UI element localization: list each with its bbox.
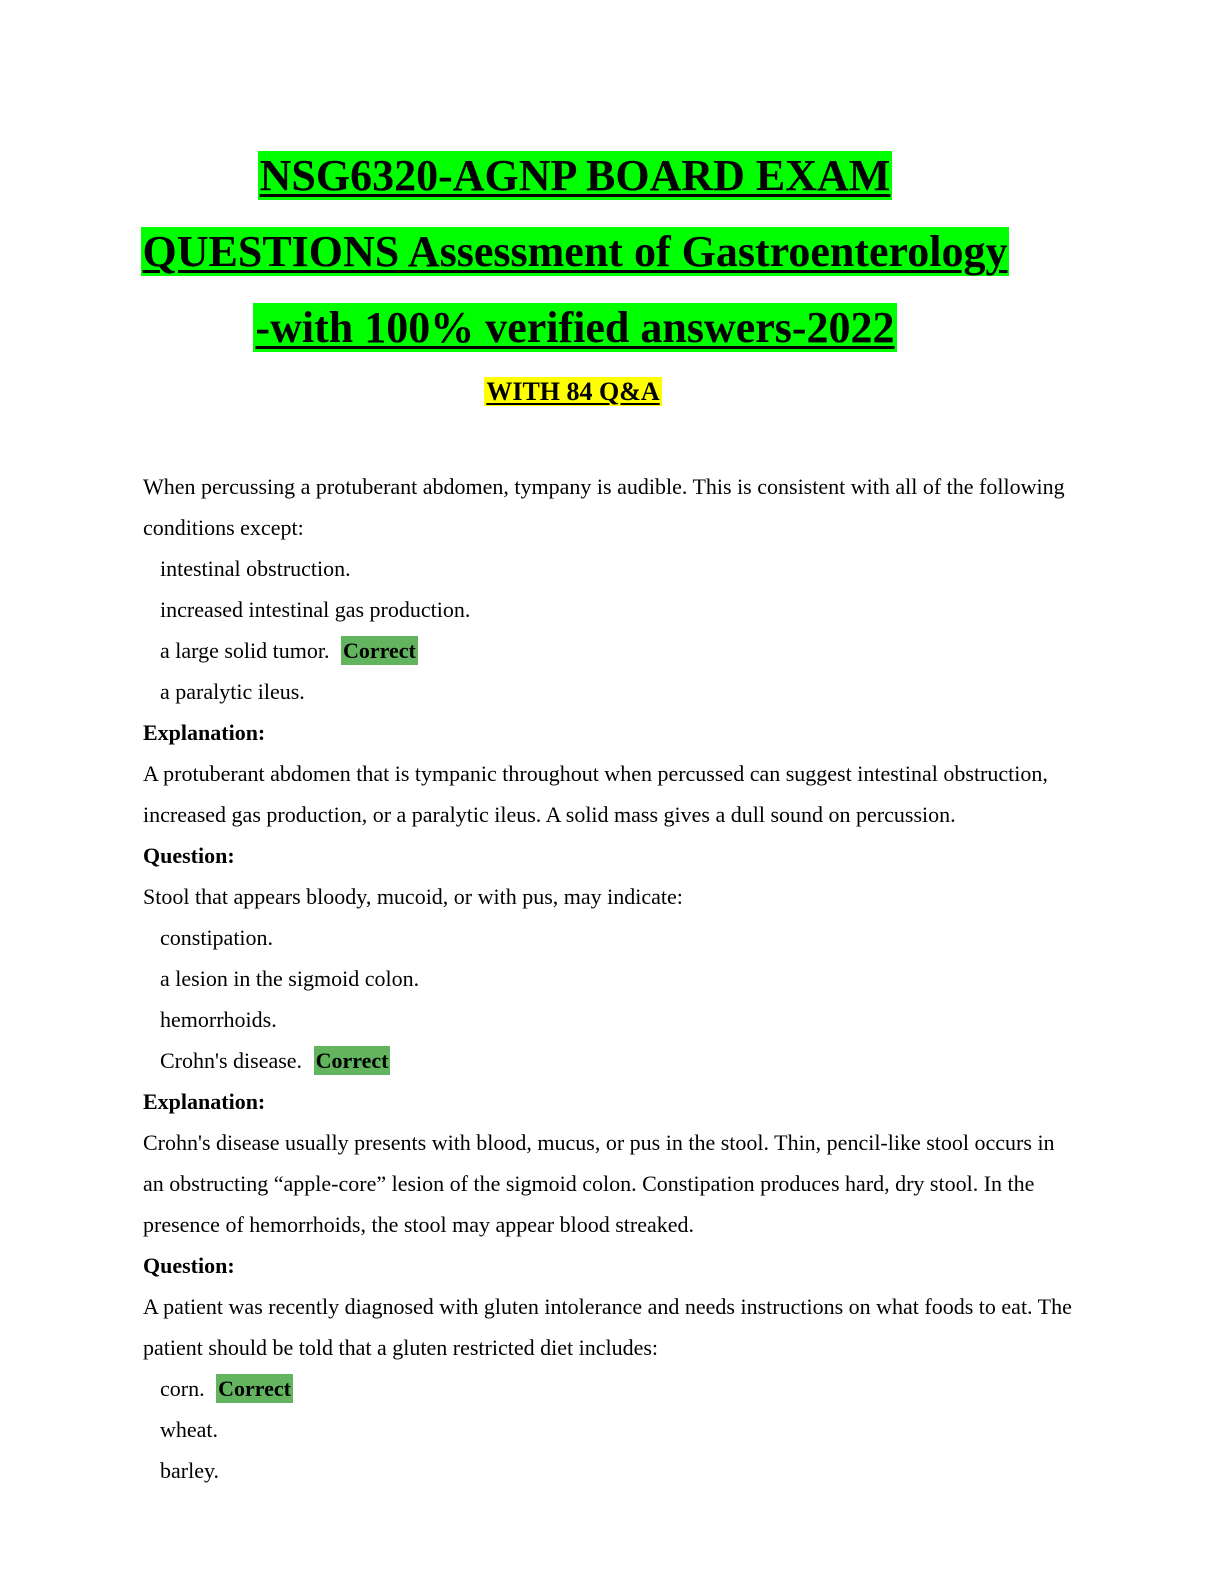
title-line-1: NSG6320-AGNP BOARD EXAM <box>259 151 891 200</box>
answer-option: corn. Correct <box>160 1376 291 1401</box>
answer-option: a large solid tumor. Correct <box>160 638 416 663</box>
document-body <box>143 466 1073 1491</box>
question-text: When percussing a protuberant abdomen, tympany is audible. This is consistent with all of the following conditions except: <box>143 474 1065 540</box>
explanation-text: Crohn's disease usually presents with blood, mucus, or pus in the stool. Thin, pencil-like stool occurs in an obstructing “apple-core” lesion of the sigmoid colon. Constipation produces hard, dry stool. In the presence of hemorrhoids, the stool may appear blood streaked. <box>143 1130 1055 1237</box>
answer-option: barley. <box>160 1458 220 1483</box>
correct-badge: Correct <box>315 1048 389 1073</box>
answer-option: a lesion in the sigmoid colon. <box>160 966 420 991</box>
answer-option: wheat. <box>160 1417 219 1442</box>
answer-option: a paralytic ileus. <box>160 679 305 704</box>
answer-option: hemorrhoids. <box>160 1007 277 1032</box>
answer-option: intestinal obstruction. <box>160 556 351 581</box>
explanation-heading: Explanation: <box>143 1089 266 1114</box>
document-title <box>0 138 1150 366</box>
question-heading: Question: <box>143 843 235 868</box>
explanation-heading: Explanation: <box>143 720 266 745</box>
question-text: Stool that appears bloody, mucoid, or with pus, may indicate: <box>143 884 683 909</box>
title-line-3: -with 100% verified answers-2022 <box>255 303 895 352</box>
document-subtitle: WITH 84 Q&A <box>486 377 660 406</box>
answer-option: increased intestinal gas production. <box>160 597 471 622</box>
answer-option: constipation. <box>160 925 274 950</box>
explanation-text: A protuberant abdomen that is tympanic throughout when percussed can suggest intestinal obstruction, increased gas production, or a paralytic ileus. A solid mass gives a dull sound on percussion. <box>143 761 1048 827</box>
answer-option: Crohn's disease. Correct <box>160 1048 389 1073</box>
title-line-2: QUESTIONS Assessment of Gastroenterology <box>142 227 1008 276</box>
correct-badge: Correct <box>218 1376 291 1401</box>
question-heading: Question: <box>143 1253 235 1278</box>
correct-badge: Correct <box>342 638 416 663</box>
question-text: A patient was recently diagnosed with gluten intolerance and needs instructions on what foods to eat. The patient should be told that a gluten restricted diet includes: <box>143 1294 1072 1360</box>
